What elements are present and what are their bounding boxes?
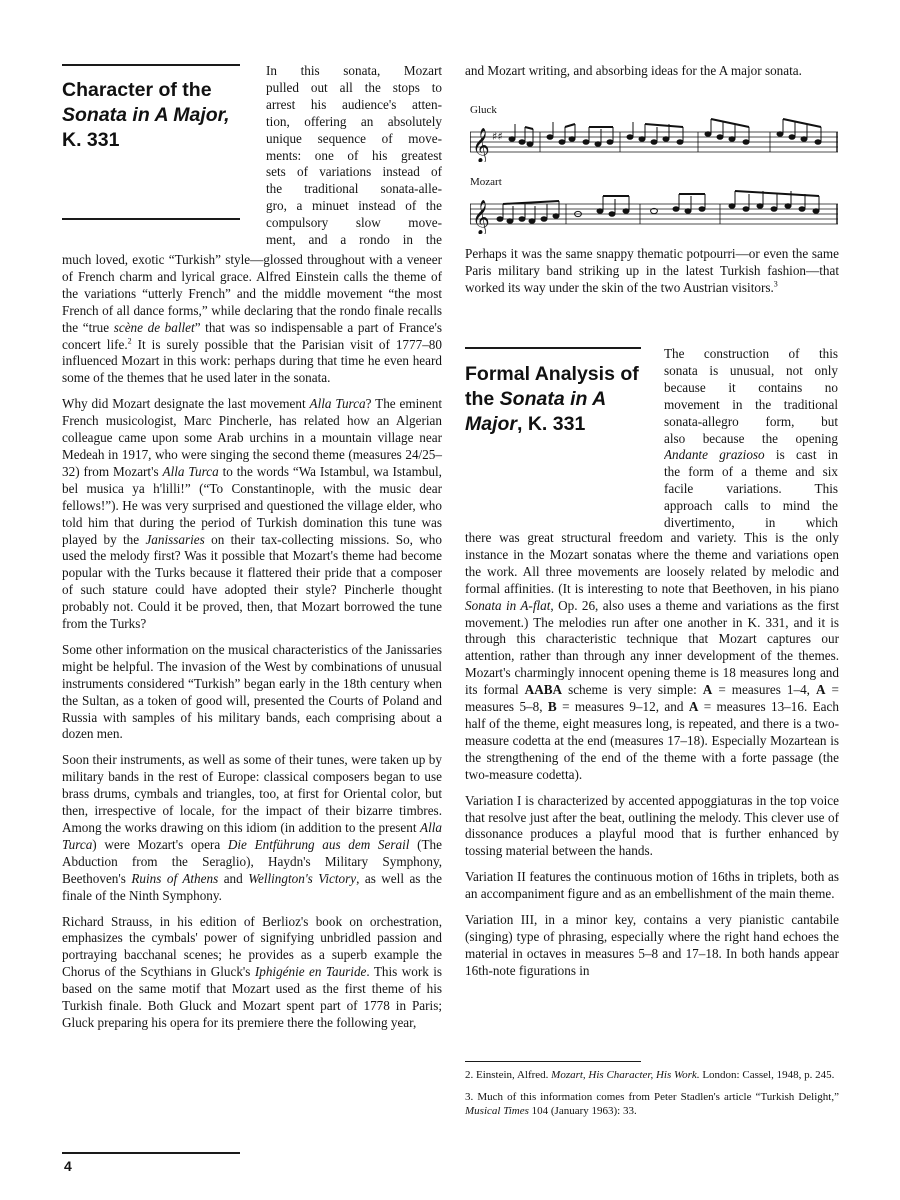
paragraph-variation-2: Variation II features the continuous motion of 16ths in triplets, both as an accompaniment figure and as an embellishment of the main theme. [465, 869, 839, 902]
paragraph-intro: much loved, exotic “Turkish” style—glossed throughout with a veneer of French charm and lyrical grace. Alfred Einstein calls the theme of the variations “utterly French” and the middle movement “the most French of all dance forms,” while declaring that the rondo finale recalls the “true scène de ballet” that was so indispensable a part of France's concert life.$^2$ It is surely possible that the Parisian visit of 1777–80 influenced Mozart in this work: perhaps during that time he even heard some of the themes that he used later in the sonata. [62, 252, 442, 386]
heading-rule-top [62, 64, 240, 66]
section-heading-formal-analysis: Formal Analysis of the Sonata in A Major, K. 331 [465, 362, 655, 437]
footnote-rule [465, 1061, 641, 1062]
intro-line: pulled out all the stops to [266, 79, 442, 95]
left-column [62, 252, 442, 1032]
intro-line: tion, offering an absolutely [266, 113, 442, 129]
formal-analysis-line: sonata is unusual, not only [664, 362, 838, 378]
heading-line: K. 331 [62, 129, 120, 151]
formal-analysis-line: The construction of this [664, 346, 838, 361]
intro-line: compulsory slow move- [266, 215, 442, 231]
paragraph-variation-3: Variation III, in a minor key, contains a very pianistic cantabile (singing) type of phrasing, especially where the right hand echoes the material in octaves in measures 5–8 and 17–18. In both hands appear 16th-note figurations in [465, 912, 839, 978]
intro-line: sets of variations instead of [266, 164, 442, 180]
heading-line: Character of the [62, 79, 212, 101]
intro-narrow-column [266, 63, 442, 249]
footnotes [465, 1068, 839, 1126]
intro-line: In this sonata, Mozart [266, 63, 442, 78]
intro-lines [266, 63, 442, 249]
formal-analysis-line: Andante grazioso is cast in [664, 447, 838, 463]
svg-text:𝄞: 𝄞 [472, 200, 490, 234]
intro-line: arrest his audience's atten- [266, 96, 442, 112]
formal-analysis-line: also because the opening [664, 430, 838, 446]
music-example-gluck [470, 104, 840, 164]
formal-analysis-lines [664, 346, 838, 532]
paragraph-alla-turca: Why did Mozart designate the last movement Alla Turca? The eminent French musicologist, Marc Pincherle, has related how an Algerian colleague came upon some Arab urchins in a mountain village near Medeah in 1917, who were singing the second theme (measures 24/25–32) from Mozart's Alla Turca to the words “Wa Istambul, wa Istambul, bel musica ya h'lilli!” (“To Constantinople, with the music dear fellows!”). He was very surprised and questioned the village elder, who told him that during the period of Turkish domination this tune was played by the Janissaries on their tax-collecting missions. So, who used the melody first? Was it possible that Mozart's theme had become popular with the Turks because it flattered their pride that a composer of such stature could have adopted their style? Pincherle thought probably not. Could it be proved, then, that Mozart borrowed the tune from the Turks? [62, 396, 442, 632]
music-label-mozart: Mozart [470, 176, 502, 188]
right-after-music [465, 246, 839, 297]
paragraph-formal-analysis: there was great structural freedom and variety. This is the only instance in the Mozart sonatas where the theme and variations open the work. All three movements are loosely related by melodic and formal affinities. (It is interesting to note that Beethoven, in his piano Sonata in A-flat, Op. 26, also uses a theme and variations as the first movement.) The melodies run after one another in K. 331, and it is through this characteristic technique that Mozart captures our attention, rather than through any inner development of the themes. Mozart's charmingly innocent opening theme is 18 measures long and its formal AABA scheme is very simple: A = measures 1–4, A = measures 5–8, B = measures 9–12, and A = measures 13–16. Each half of the theme, eight measures long, is repeated, and there is a two-measure codetta at the end (measures 17–18). Especially Mozartean is the strengthening of the end of the theme with a forte passage (the two-measure codetta). [465, 530, 840, 782]
right-column-body [465, 530, 839, 980]
paragraph-instruments: Soon their instruments, as well as some of their tunes, were taken up by military bands in the rest of Europe: classical composers began to use brass drums, cymbals and triangles, too, at first for Oriental color, but then, irrespective of locale, for the impact of their bizarre timbres. Among the works drawing on this idiom (in addition to the present Alla Turca) were Mozart's opera Die Entführung aus dem Serail (The Abduction from the Seraglio), Haydn's Military Symphony, Beethoven's Ruins of Athens and Wellington's Victory, as well as the finale of the Ninth Symphony. [62, 752, 442, 903]
intro-line: gro, a minuet instead of the [266, 198, 442, 214]
staff-gluck [470, 118, 838, 162]
paragraph-variation-1: Variation I is characterized by accented appoggiaturas in the top voice that resolve just after the beat, outlining the melody. This clever use of dissonance produces a playful mood that is further enhanced by tossing material between the hands. [465, 792, 839, 859]
paragraph-strauss: Richard Strauss, in his edition of Berlioz's book on orchestration, emphasizes the cymbals' power of signifying unbridled passion and portraying bacchanal scenes; he provides as a superb example the Chorus of the Scythians in Gluck's Iphigénie en Tauride. This work is based on the same motif that Mozart used as the first theme of his Turkish finale. Both Gluck and Mozart spent part of 1778 in Paris; Gluck preparing his opera for its premiere there the following year, [62, 913, 442, 1030]
formal-analysis-line: divertimento, in which [664, 515, 838, 531]
intro-line: ments: one of his greatest [266, 147, 442, 163]
intro-line: unique sequence of move- [266, 130, 442, 146]
section-heading-character [62, 78, 252, 153]
footnote-ref: 3 [773, 279, 778, 289]
heading-italic: Sonata in A Major, [62, 104, 230, 126]
footnote-ref: 2 [127, 336, 132, 346]
page-number-rule [62, 1152, 240, 1154]
svg-text:♯♯: ♯♯ [492, 130, 503, 143]
formal-analysis-narrow [664, 346, 838, 532]
music-label-gluck: Gluck [470, 104, 497, 116]
formal-analysis-line: movement in the traditional [664, 396, 838, 412]
heading-line: Formal Analysis of [465, 363, 639, 385]
staff-mozart [470, 190, 838, 234]
intro-line: ment, and a rondo in the [266, 232, 442, 248]
footnote-3: 3. Much of this information comes from Peter Stadlen's article “Turkish Delight,” Musical Times 104 (January 1963): 33. [465, 1090, 839, 1117]
paragraph-continued: and Mozart writing, and absorbing ideas for the A major sonata. [465, 63, 802, 78]
heading-rule-bottom [62, 218, 240, 220]
page-number: 4 [64, 1158, 72, 1174]
footnote-2: 2. Einstein, Alfred. Mozart, His Character, His Work. London: Cassel, 1948, p. 245. [465, 1069, 835, 1081]
heading-rule-top-2 [465, 347, 641, 349]
svg-text:𝄞: 𝄞 [472, 128, 490, 162]
formal-analysis-line: sonata-allegro form, but [664, 413, 838, 429]
formal-analysis-line: because it contains no [664, 379, 838, 395]
formal-analysis-line: approach calls to mind the [664, 498, 838, 514]
intro-line: the traditional sonata-alle- [266, 181, 442, 197]
formal-analysis-line: the form of a theme and six [664, 464, 838, 480]
paragraph-potpourri: Perhaps it was the same snappy thematic potpourri—or even the same Paris military band striking up in the latest Turkish fashion—that worked its way under the skin of the two Austrian visitors.$^3$ [465, 246, 839, 295]
music-example-mozart [470, 176, 840, 236]
right-intro [465, 63, 839, 80]
paragraph-janissaries: Some other information on the musical characteristics of the Janissaries might be helpful. The invasion of the West by combinations of unusual instruments considered “Turkish” began early in the 18th century when the Sultan, as a token of good will, presented the Courts of Poland and Russia with samples of his military bands, each comprising about a dozen men. [62, 641, 442, 742]
formal-analysis-line: facile variations. This [664, 481, 838, 497]
